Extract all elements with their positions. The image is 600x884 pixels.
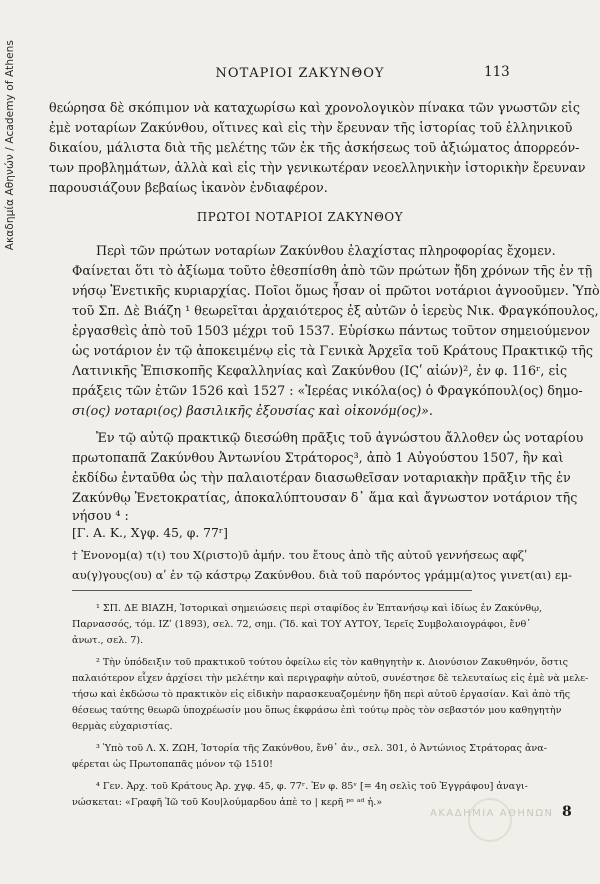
text-line: των προβλημάτων, ἀλλὰ καὶ εἰς τὴν γενικωτέραν νεοελληνικὴν ἱστορικὴν ἔρευναν bbox=[49, 160, 586, 175]
text-line: δικαίου, μάλιστα διὰ τῆς μελέτης τῶν ἐκ τῆς ἀσκήσεως τοῦ ἀξιώματος ἀπορρεόν- bbox=[49, 140, 580, 155]
text-line: παρουσιάζουν βεβαίως ἱκανὸν ἐνδιαφέρον. bbox=[49, 180, 328, 195]
footnote-line: παλαιότερον εἶχεν ἀρχίσει τὴν μελέτην καὶ περιγραφὴν αὐτοῦ, συνέστησε δὲ τελευταίως εἰς ἐμὲ νὰ μελε- bbox=[72, 673, 589, 684]
text-line: πρωτοπαπᾶ Ζακύνθου Ἀντωνίου Στράτορος³, ἀπὸ 1 Αὐγούστου 1507, ἣν καὶ bbox=[72, 450, 564, 465]
text-line: Ζακύνθῳ Ἐνετοκρατίας, ἀποκαλύπτουσαν δ᾽ ἅμα καὶ ἄγνωστον νοτάριον τῆς bbox=[72, 490, 578, 505]
footnote-line: ⁴ Γεν. Ἀρχ. τοῦ Κράτους Ἀρ. χγφ. 45, φ. 77ʳ. Ἐν φ. 85ᵛ [= 4η σελὶς τοῦ Ἐγγράφου] ἀναγι- bbox=[96, 781, 528, 792]
footnote-line: ¹ ΣΠ. ΔΕ ΒΙΑΖΗ, Ἱστορικαὶ σημειώσεις περὶ σταφίδος ἐν Ἑπτανήσῳ καὶ ἰδίως ἐν Ζακύνθῳ, bbox=[96, 603, 543, 614]
text-line: Περὶ τῶν πρώτων νοταρίων Ζακύνθου ἐλαχίστας πληροφορίας ἔχομεν. bbox=[96, 243, 556, 258]
academy-seal-icon bbox=[468, 798, 512, 842]
academy-watermark: ΑΚΑΔΗΜΙΑ ΑΘΗΝΩΝ bbox=[430, 808, 554, 819]
footnote-line: θέσεως ταύτης θεωρῶ ὑποχρέωσίν μου ὅπως ἐκφράσω ἐπὶ τούτῳ πρὸς τὸν σεβαστόν μου καθηγητὴν bbox=[72, 705, 562, 716]
quote-reference: [Γ. Α. Κ., Χγφ. 45, φ. 77ʳ] bbox=[72, 526, 228, 540]
section-heading: ΠΡΩΤΟΙ ΝΟΤΑΡΙΟΙ ΖΑΚΥΝΘΟΥ bbox=[196, 210, 404, 224]
text-line: πράξεις τῶν ἐτῶν 1526 καὶ 1527 : «Ἱερέας νικόλα(ος) ὁ Φραγκόπουλ(ος) δημο- bbox=[72, 383, 583, 398]
text-line: ἐργασθεὶς ἀπὸ τοῦ 1503 μέχρι τοῦ 1537. Εὑρίσκω πάντως τοῦτον σημειούμενον bbox=[72, 323, 591, 338]
footnote-line: ³ Ὑπὸ τοῦ Λ. Χ. ΖΩΗ, Ἱστορία τῆς Ζακύνθου, ἔνθ᾽ ἀν., σελ. 301, ὁ Ἀντώνιος Στράτορας ἀνα- bbox=[96, 743, 547, 754]
text-line: Ἐν τῷ αὐτῷ πρακτικῷ διεσώθη πρᾶξις τοῦ ἀγνώστου ἄλλοθεν ὡς νοταρίου bbox=[96, 430, 584, 445]
footnote-line: θερμὰς εὐχαριστίας. bbox=[72, 721, 173, 732]
footnote-line: ² Τὴν ὑπόδειξιν τοῦ πρακτικοῦ τούτου ὀφείλω εἰς τὸν καθηγητὴν κ. Διονύσιον Ζακυθηνόν, ὅστις bbox=[96, 657, 568, 668]
scan-sheet-number: 8 bbox=[562, 804, 572, 820]
footnote-divider bbox=[72, 590, 472, 591]
text-line: Φαίνεται ὅτι τὸ ἀξίωμα τοῦτο ἐθεσπίσθη ἀπὸ τῶν πρώτων ἤδη χρόνων τῆς ἐν τῇ bbox=[72, 263, 593, 278]
footnote-line: τήσω καὶ ἐκδώσω τὸ πρακτικὸν εἰς εἰδικὴν παρασκευαζομένην ἤδη περὶ αὐτοῦ ἐργασίαν. Καὶ ἀπὸ τῆς bbox=[72, 689, 571, 700]
running-head: ΝΟΤΑΡΙΟΙ ΖΑΚΥΝΘΟΥ bbox=[215, 66, 385, 81]
text-line: θεώρησα δὲ σκόπιμον νὰ καταχωρίσω καὶ χρονολογικὸν πίνακα τῶν γνωστῶν εἰς bbox=[49, 100, 580, 115]
quote-line: † Ἐνονομ(α) τ(ι) του Χ(ριστο)ῦ ἀμήν. του ἔτους ἀπὸ τῆς αὐτοῦ γεννήσεως αφζʹ bbox=[72, 548, 528, 562]
text-line: ἐμὲ νοταρίων Ζακύνθου, οἵτινες καὶ εἰς τὴν ἔρευναν τῆς ἱστορίας τοῦ ἑλληνικοῦ bbox=[49, 120, 573, 135]
text-line: ὡς νοτάριον ἐν τῷ ἀποκειμένῳ εἰς τὰ Γενικὰ Ἀρχεῖα τοῦ Κράτους Πρακτικῷ τῆς bbox=[72, 343, 593, 358]
quote-line: αυ(γ)γους(ου) αʹ ἐν τῷ κάστρῳ Ζακύνθου. διὰ τοῦ παρόντος γράμμ(α)τος γινετ(αι) εμ- bbox=[72, 568, 572, 582]
text-line: νήσου ⁴ : bbox=[72, 508, 129, 523]
footnote-line: νώσκεται: «Γραφῆ Ἰῶ τοῦ Κου|λούμαρδου ἀπὲ το | κερῆ ᵖᵒ ᵃᵈ ἡ.» bbox=[72, 797, 383, 808]
text-line: τοῦ Σπ. Δὲ Βιάζη ¹ θεωρεῖται ἀρχαιότερος ἐξ αὐτῶν ὁ ἱερεὺς Νικ. Φραγκόπουλος, bbox=[72, 303, 599, 318]
archive-stamp: Ακαδημία Αθηνών / Academy of Athens bbox=[4, 40, 16, 251]
footnote-line: φέρεται ὡς Πρωτοπαπᾶς μόνον τῷ 1510! bbox=[72, 759, 273, 770]
footnote-line: Παρνασσός, τόμ. ΙΖʹ (1893), σελ. 72, σημ. (Ἴδ. καὶ ΤΟΥ ΑΥΤΟΥ, Ἱερεῖς Συμβολαιογράφοι, ἔνθ᾽ bbox=[72, 619, 532, 630]
text-line: νήσῳ Ἐνετικῆς κυριαρχίας. Ποῖοι ὅμως ἦσαν οἱ πρῶτοι νοτάριοι ἀγνοοῦμεν. Ὑπὸ bbox=[72, 283, 600, 298]
text-line: Λατινικῆς Ἐπισκοπῆς Κεφαλληνίας καὶ Ζακύνθου (ΙϚʹ αἰών)², ἐν φ. 116ʳ, εἰς bbox=[72, 363, 568, 378]
page-number: 113 bbox=[484, 64, 510, 80]
footnote-line: ἀνωτ., σελ. 7). bbox=[72, 635, 144, 646]
text-line: ἐκδίδω ἐνταῦθα ὡς τὴν παλαιοτέραν διασωθεῖσαν νοταριακὴν πρᾶξιν τῆς ἐν bbox=[72, 470, 571, 485]
text-line: σι(ος) νοταρι(ος) βασιλικῆς ἐξουσίας καὶ οἰκονόμ(ος)». bbox=[72, 403, 433, 418]
